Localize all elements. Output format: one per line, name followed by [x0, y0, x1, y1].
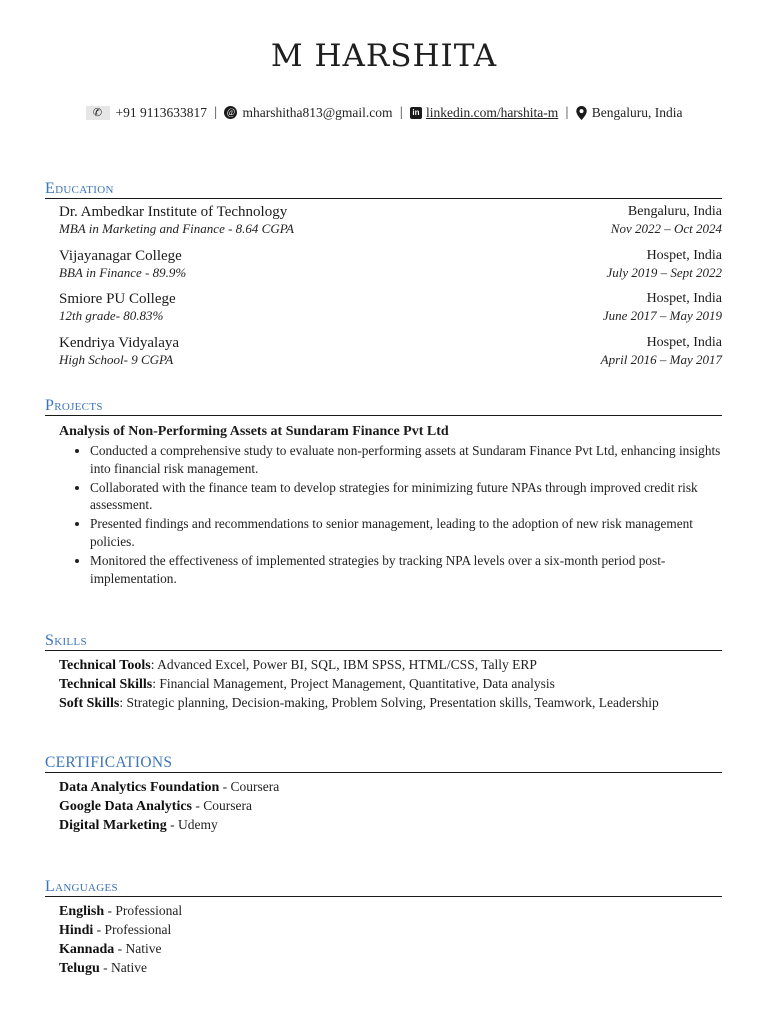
language-level: - Professional — [104, 903, 183, 918]
skill-row — [59, 656, 722, 675]
email-address: mharshitha813@gmail.com — [242, 104, 393, 120]
date-range: July 2019 – Sept 2022 — [606, 264, 722, 280]
project-title: Analysis of Non-Performing Assets at Sundaram Finance Pvt Ltd — [59, 424, 449, 439]
language-level: - Professional — [93, 922, 172, 937]
certification-row — [59, 816, 722, 835]
languages-section — [45, 877, 722, 978]
skill-value: : Strategic planning, Decision-making, Problem Solving, Presentation skills, Teamwork, Leadership — [119, 695, 659, 710]
certification-provider: - Udemy — [166, 817, 218, 832]
language-level: - Native — [99, 960, 147, 975]
language-name: Kannada — [59, 942, 115, 957]
institution-location: Bengaluru, India — [627, 204, 722, 219]
language-name: Hindi — [59, 923, 94, 938]
skills-heading: Skills — [45, 632, 87, 649]
date-range: June 2017 – May 2019 — [602, 308, 722, 323]
skills-section — [45, 631, 722, 713]
language-level: - Native — [114, 941, 162, 956]
institution-name: Vijayanagar College — [59, 247, 182, 264]
skill-row — [59, 694, 722, 713]
certification-provider: - Coursera — [192, 798, 252, 813]
certification-name: Google Data Analytics — [59, 799, 192, 814]
list-item: • Presented findings and recommendations to senior management, leading to the adoption of new risk management policies. — [90, 515, 722, 551]
skill-row — [59, 675, 722, 694]
skill-label: Soft Skills — [59, 696, 120, 711]
institution-name: Kendriya Vidyalaya — [59, 334, 180, 351]
certifications-section — [45, 753, 722, 835]
education-entry — [59, 335, 722, 379]
degree-text: 12th grade- 80.83% — [59, 308, 164, 323]
institution-location: Hospet, India — [646, 247, 722, 263]
education-entry — [59, 248, 722, 292]
linkedin-icon: in — [410, 107, 422, 119]
degree-text: MBA in Marketing and Finance - 8.64 CGPA — [59, 221, 294, 236]
institution-name: Smiore PU College — [59, 291, 176, 307]
separator: | — [565, 104, 569, 119]
education-heading: Education — [45, 180, 114, 197]
skill-label: Technical Tools — [59, 658, 151, 673]
list-item: • Monitored the effectiveness of implemented strategies by tracking NPA levels over a six-month period post-implementation. — [90, 552, 722, 588]
projects-section — [45, 396, 722, 588]
degree-text: BBA in Finance - 89.9% — [59, 264, 187, 280]
language-row — [59, 902, 722, 921]
certification-name: Digital Marketing — [59, 818, 167, 833]
candidate-name: M HARSHITA — [270, 38, 498, 74]
languages-heading: Languages — [45, 878, 118, 895]
email-icon: @ — [224, 106, 237, 119]
language-row — [59, 959, 722, 978]
skill-value: : Financial Management, Project Management, Quantitative, Data analysis — [152, 676, 555, 691]
institution-location: Hospet, India — [646, 291, 722, 306]
contact-bar — [0, 104, 768, 121]
date-range: April 2016 – May 2017 — [600, 351, 722, 367]
certification-name: Data Analytics Foundation — [59, 780, 220, 795]
language-row — [59, 940, 722, 959]
map-pin-icon — [576, 106, 587, 120]
certification-provider: - Coursera — [219, 779, 280, 794]
section-divider — [45, 415, 722, 416]
language-name: Telugu — [59, 961, 100, 976]
degree-text: High School- 9 CGPA — [59, 351, 174, 367]
education-entry — [59, 204, 722, 248]
certifications-heading: CERTIFICATIONS — [45, 754, 173, 771]
language-row — [59, 921, 722, 940]
institution-name: Dr. Ambedkar Institute of Technology — [59, 204, 288, 220]
project-bullets — [45, 442, 722, 587]
separator: | — [399, 104, 403, 119]
language-name: English — [59, 904, 105, 919]
location-text: Bengaluru, India — [591, 104, 683, 120]
projects-heading: Projects — [45, 397, 103, 414]
phone-number: +91 9113633817 — [115, 104, 208, 120]
list-item: • Conducted a comprehensive study to evaluate non-performing assets at Sundaram Finance Pvt Ltd, enhancing insights into financial risk management. — [90, 442, 722, 478]
education-entry — [59, 291, 722, 335]
list-item: • Collaborated with the finance team to develop strategies for minimizing future NPAs through improved credit risk assessment. — [90, 479, 722, 515]
date-range: Nov 2022 – Oct 2024 — [610, 221, 722, 236]
certification-row — [59, 778, 722, 797]
separator: | — [214, 104, 218, 119]
institution-location: Hospet, India — [646, 334, 722, 350]
linkedin-link[interactable]: linkedin.com/harshita-m — [425, 104, 559, 120]
skill-label: Technical Skills — [59, 677, 153, 692]
skill-value: : Advanced Excel, Power BI, SQL, IBM SPSS, HTML/CSS, Tally ERP — [150, 657, 537, 672]
phone-icon: ✆ — [86, 106, 110, 120]
certification-row — [59, 797, 722, 816]
education-section — [45, 179, 722, 378]
